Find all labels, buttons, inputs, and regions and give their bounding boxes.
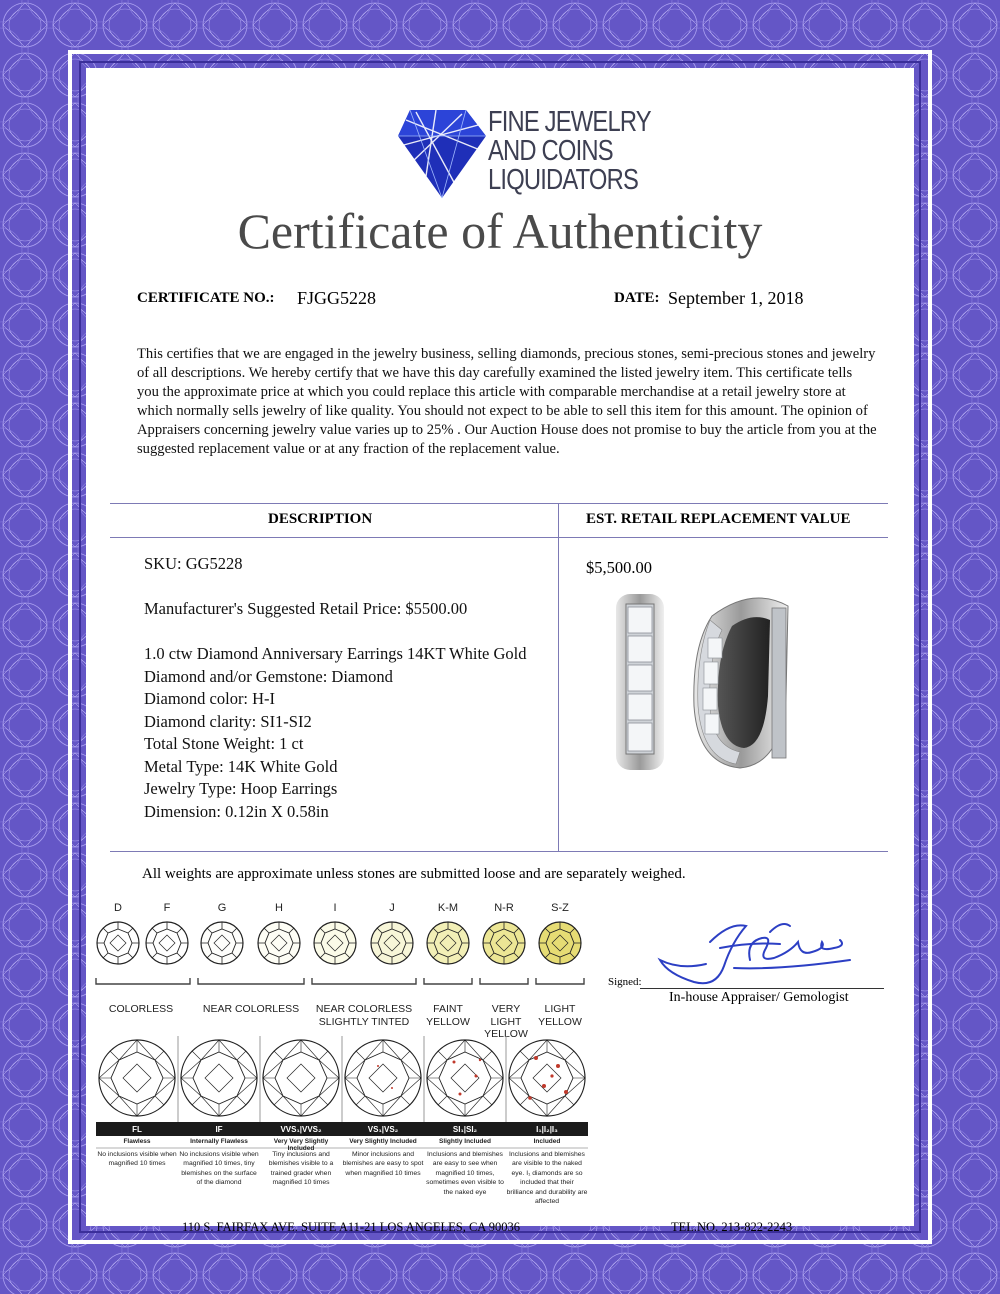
msrp: Manufacturer's Suggested Retail Price: $5500.00: [144, 599, 468, 618]
color-grade-letter: N-R: [494, 902, 514, 914]
color-grade-letter: D: [114, 902, 122, 914]
intro-paragraph: This certifies that we are engaged in the jewelry business, selling diamonds, precious stones, semi-precious stones and jewelry of all descriptions. We hereby certify that we have this day carefully examined the listed jewelry item. This certificate tells you the approximate price at which you could replace this article with comparable merchandise at a retail jewelry store at which normally sells jewelry of like quality. You should not expect to be able to sell this item for this amount. The opinion of Appraisers concerning jewelry value varies up to 25% . Our Auction House does not promise to buy the article from you at the suggested replacement value or at any fraction of the replacement value.: [137, 346, 877, 457]
color-category-line: YELLOW: [538, 1015, 582, 1028]
clarity-name: Very Slightly Included: [349, 1138, 417, 1145]
detail-line: Metal Type: 14K White Gold: [144, 757, 338, 776]
color-category-line: NEAR COLORLESS: [315, 1003, 413, 1015]
signed-label: Signed:: [608, 976, 642, 988]
clarity-description: Minor inclusions and blemishes are easy to spot when magnified 10 times: [342, 1151, 424, 1177]
footer-phone: TEL.NO. 213-822-2243: [671, 1220, 793, 1234]
sku: SKU: GG5228: [144, 554, 243, 573]
table-top-rule: [110, 503, 888, 504]
detail-line: Diamond color: H-I: [144, 689, 276, 708]
company-line-2: AND COINS: [488, 135, 613, 167]
table-divider: [558, 503, 559, 851]
diamond-logo-icon: [396, 106, 488, 200]
footer-address: 110 S. FAIRFAX AVE. SUITE A11-21 LOS ANGELES, CA 90036: [182, 1220, 520, 1234]
color-category: [96, 1003, 186, 1016]
detail-line: 1.0 ctw Diamond Anniversary Earrings 14KT White Gold: [144, 644, 527, 663]
color-grade-letter: H: [275, 902, 283, 914]
clarity-description: Inclusions and blemishes are easy to see when magnified 10 times, sometimes even visible to the naked eye: [426, 1151, 504, 1196]
color-category: [476, 1003, 536, 1041]
color-category: [312, 1003, 416, 1028]
certificate-number: FJGG5228: [297, 288, 377, 308]
clarity-code: I₁|I₂|I₃: [536, 1125, 558, 1134]
clarity-code: VS₁|VS₂: [367, 1125, 399, 1134]
color-grade-letter: K-M: [437, 902, 459, 914]
signature-line: [640, 988, 884, 989]
clarity-name: Very Very Slightly Included: [273, 1138, 329, 1152]
detail-line: Total Stone Weight: 1 ct: [144, 734, 304, 753]
certificate-number-label: CERTIFICATE NO.:: [137, 290, 275, 306]
clarity-name: Included: [533, 1138, 561, 1145]
color-category-line: SLIGHTLY TINTED: [318, 1015, 410, 1028]
clarity-description: Tiny inclusions and blemishes visible to a trained grader when magnified 10 times: [268, 1151, 334, 1187]
replacement-value: $5,500.00: [586, 558, 652, 577]
date-label: DATE:: [614, 290, 660, 306]
appraiser-caption: In-house Appraiser/ Gemologist: [669, 990, 849, 1005]
clarity-name: Flawless: [123, 1138, 151, 1145]
clarity-grade-chart: [96, 1036, 596, 1152]
table-bottom-rule: [110, 851, 888, 852]
clarity-code: VVS₁|VVS₂: [280, 1125, 322, 1134]
handwritten-signature: [650, 912, 870, 996]
company-name: [488, 108, 651, 195]
clarity-description: No inclusions visible when magnified 10 times, tiny blemishes on the surface of the diamond: [179, 1151, 259, 1187]
clarity-description: No inclusions visible when magnified 10 times: [97, 1151, 177, 1168]
clarity-code: IF: [215, 1125, 223, 1134]
color-category-line: COLORLESS: [108, 1003, 174, 1015]
color-grade-letter: J: [389, 902, 395, 914]
hoop-earrings-image: [612, 586, 802, 776]
color-category-line: FAINT: [433, 1003, 463, 1015]
page-title: Certificate of Authenticity: [237, 203, 763, 259]
certificate-date: September 1, 2018: [668, 288, 804, 308]
table-header-rule: [110, 537, 888, 538]
value-header: EST. RETAIL REPLACEMENT VALUE: [586, 511, 851, 527]
color-category: [198, 1003, 304, 1016]
color-grade-letter: G: [217, 902, 227, 914]
company-line-1: FINE JEWELRY: [488, 106, 651, 138]
color-category: [424, 1003, 472, 1028]
clarity-code: FL: [132, 1125, 142, 1134]
clarity-code: SI₁|SI₂: [452, 1125, 478, 1134]
description-header: DESCRIPTION: [268, 511, 373, 527]
detail-line: Dimension: 0.12in X 0.58in: [144, 802, 329, 821]
color-category-line: NEAR COLORLESS: [202, 1003, 300, 1015]
weights-note: All weights are approximate unless stones are submitted loose and are separately weighed.: [142, 866, 686, 882]
color-category-line: VERY LIGHT: [490, 1003, 522, 1028]
clarity-name: Slightly Included: [438, 1138, 491, 1145]
color-category: [536, 1003, 584, 1028]
color-grade-letter: S-Z: [551, 902, 569, 914]
detail-line: Jewelry Type: Hoop Earrings: [144, 779, 338, 798]
clarity-name: Internally Flawless: [190, 1138, 248, 1145]
color-grade-letter: F: [163, 902, 171, 914]
color-grade-chart: [94, 900, 594, 996]
color-category-line: YELLOW: [426, 1015, 470, 1028]
detail-line: Diamond and/or Gemstone: Diamond: [144, 667, 393, 686]
detail-line: Diamond clarity: SI1-SI2: [144, 712, 312, 731]
color-category-line: YELLOW: [484, 1028, 528, 1040]
clarity-description: Inclusions and blemishes are visible to the naked eye. I₁ diamonds are so included that their brilliance and durability are affected: [506, 1151, 588, 1206]
company-line-3: LIQUIDATORS: [488, 164, 638, 196]
color-category-line: LIGHT: [544, 1003, 576, 1015]
color-grade-letter: I: [333, 902, 337, 914]
